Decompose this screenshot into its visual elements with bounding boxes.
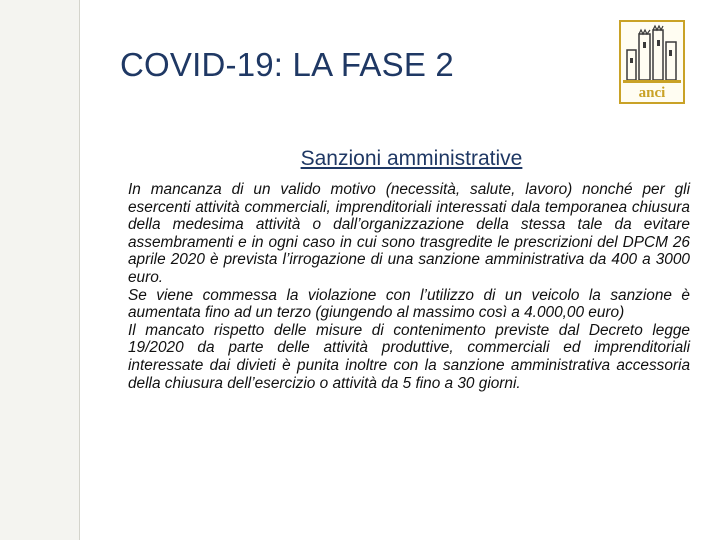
anci-logo-text: anci: [638, 85, 666, 101]
body-text: [128, 181, 690, 392]
anci-logo: [619, 20, 685, 104]
paragraph-sanction-vehicle: Se viene commessa la violazione con l’utilizzo di un veicolo la sanzione è aumentata fino ad un terzo (giungendo al massimo così a 4.000,00 euro): [128, 286, 690, 322]
side-band: [0, 0, 80, 540]
paragraph-sanction-closure: Il mancato rispetto delle misure di contenimento previste dal Decreto legge 19/2020 da parte delle attività produttive, commerciali ed imprenditoriali interessate dai divieti è punita inoltre con la sanzione amministrativa accessoria della chiusura dell’esercizio o attività da 5 fino a 30 giorni.: [128, 321, 690, 392]
paragraph-sanction-base: In mancanza di un valido motivo (necessità, salute, lavoro) nonché per gli esercenti attività commerciali, imprenditoriali interessati dala temporanea chiusura della medesima attività o dall’organizzazione della stessa tale da evitare assembramenti e in ogni caso in cui sono trasgredite le prescrizioni del DPCM 26 aprile 2020 è prevista l’irrogazione di una sanzione amministrativa da 400 a 3000 euro.: [128, 181, 690, 286]
anci-logo-icon: [621, 22, 683, 102]
slide-title: COVID-19: LA FASE 2: [120, 46, 454, 83]
slide-subtitle: Sanzioni amministrative: [300, 147, 523, 170]
